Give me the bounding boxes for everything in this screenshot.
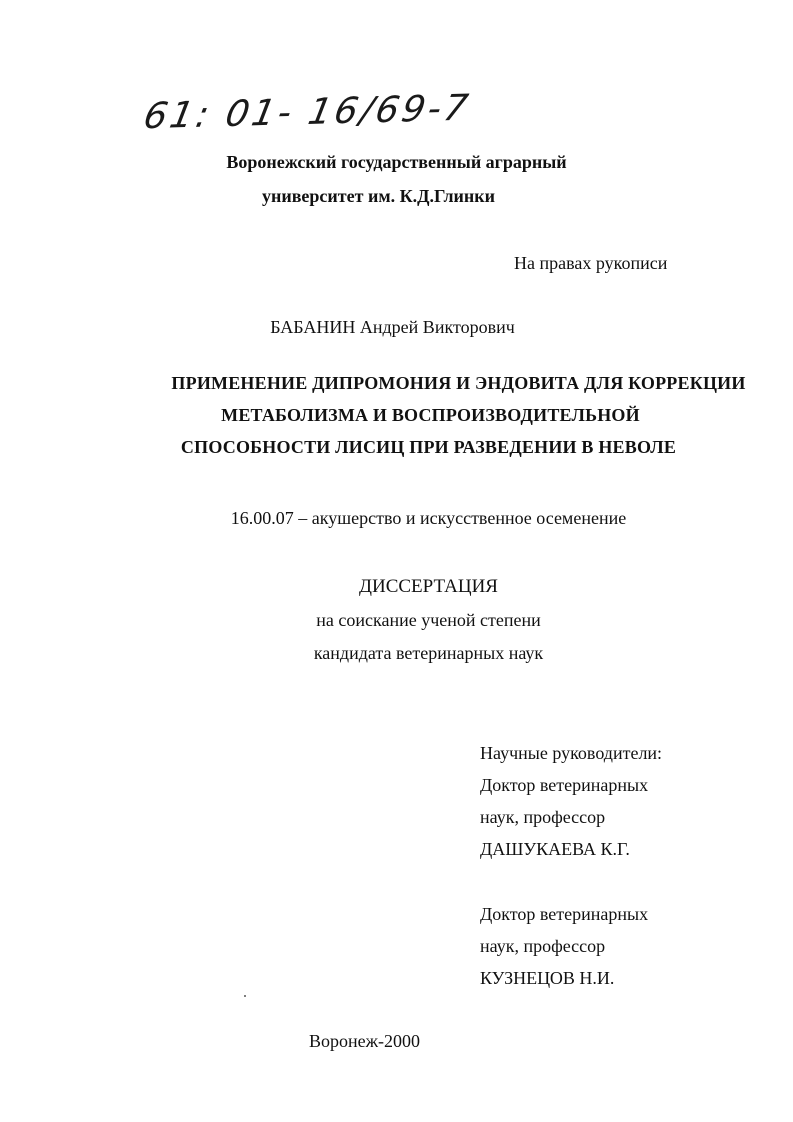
advisor-2-degree: Доктор ветеринарных (480, 904, 649, 924)
advisors-heading: Научные руководители: (480, 743, 663, 763)
title-line-2: МЕТАБОЛИЗМА И ВОСПРОИЗВОДИТЕЛЬНОЙ (221, 405, 640, 425)
advisor-1-title: наук, профессор (480, 807, 606, 827)
dissertation-degree-line-1: на соискание ученой степени (316, 610, 541, 630)
specialty-code: 16.00.07 – акушерство и искусственное осеменение (230, 508, 627, 528)
institution-line-2: университет им. К.Д.Глинки (261, 186, 496, 206)
dissertation-heading: ДИССЕРТАЦИЯ (359, 576, 498, 597)
advisor-1-name: ДАШУКАЕВА К.Г. (480, 839, 630, 859)
author-name: БАБАНИН Андрей Викторович (270, 317, 515, 337)
scan-speck (244, 995, 246, 997)
manuscript-rights-note: На правах рукописи (514, 253, 668, 273)
title-line-3: СПОСОБНОСТИ ЛИСИЦ ПРИ РАЗВЕДЕНИИ В НЕВОЛЕ (180, 437, 677, 457)
advisor-2-title: наук, профессор (480, 936, 606, 956)
title-line-1: ПРИМЕНЕНИЕ ДИПРОМОНИЯ И ЭНДОВИТА ДЛЯ КОРРЕКЦИИ (171, 373, 746, 393)
city-year: Воронеж-2000 (308, 1031, 421, 1051)
advisor-1-degree: Доктор ветеринарных (480, 775, 649, 795)
advisor-2-name: КУЗНЕЦОВ Н.И. (480, 968, 615, 988)
handwritten-catalog-number: 61: 01- 16/69-7 (140, 87, 474, 138)
dissertation-degree-line-2: кандидата ветеринарных наук (313, 643, 544, 663)
institution-line-1: Воронежский государственный аграрный (226, 152, 567, 172)
